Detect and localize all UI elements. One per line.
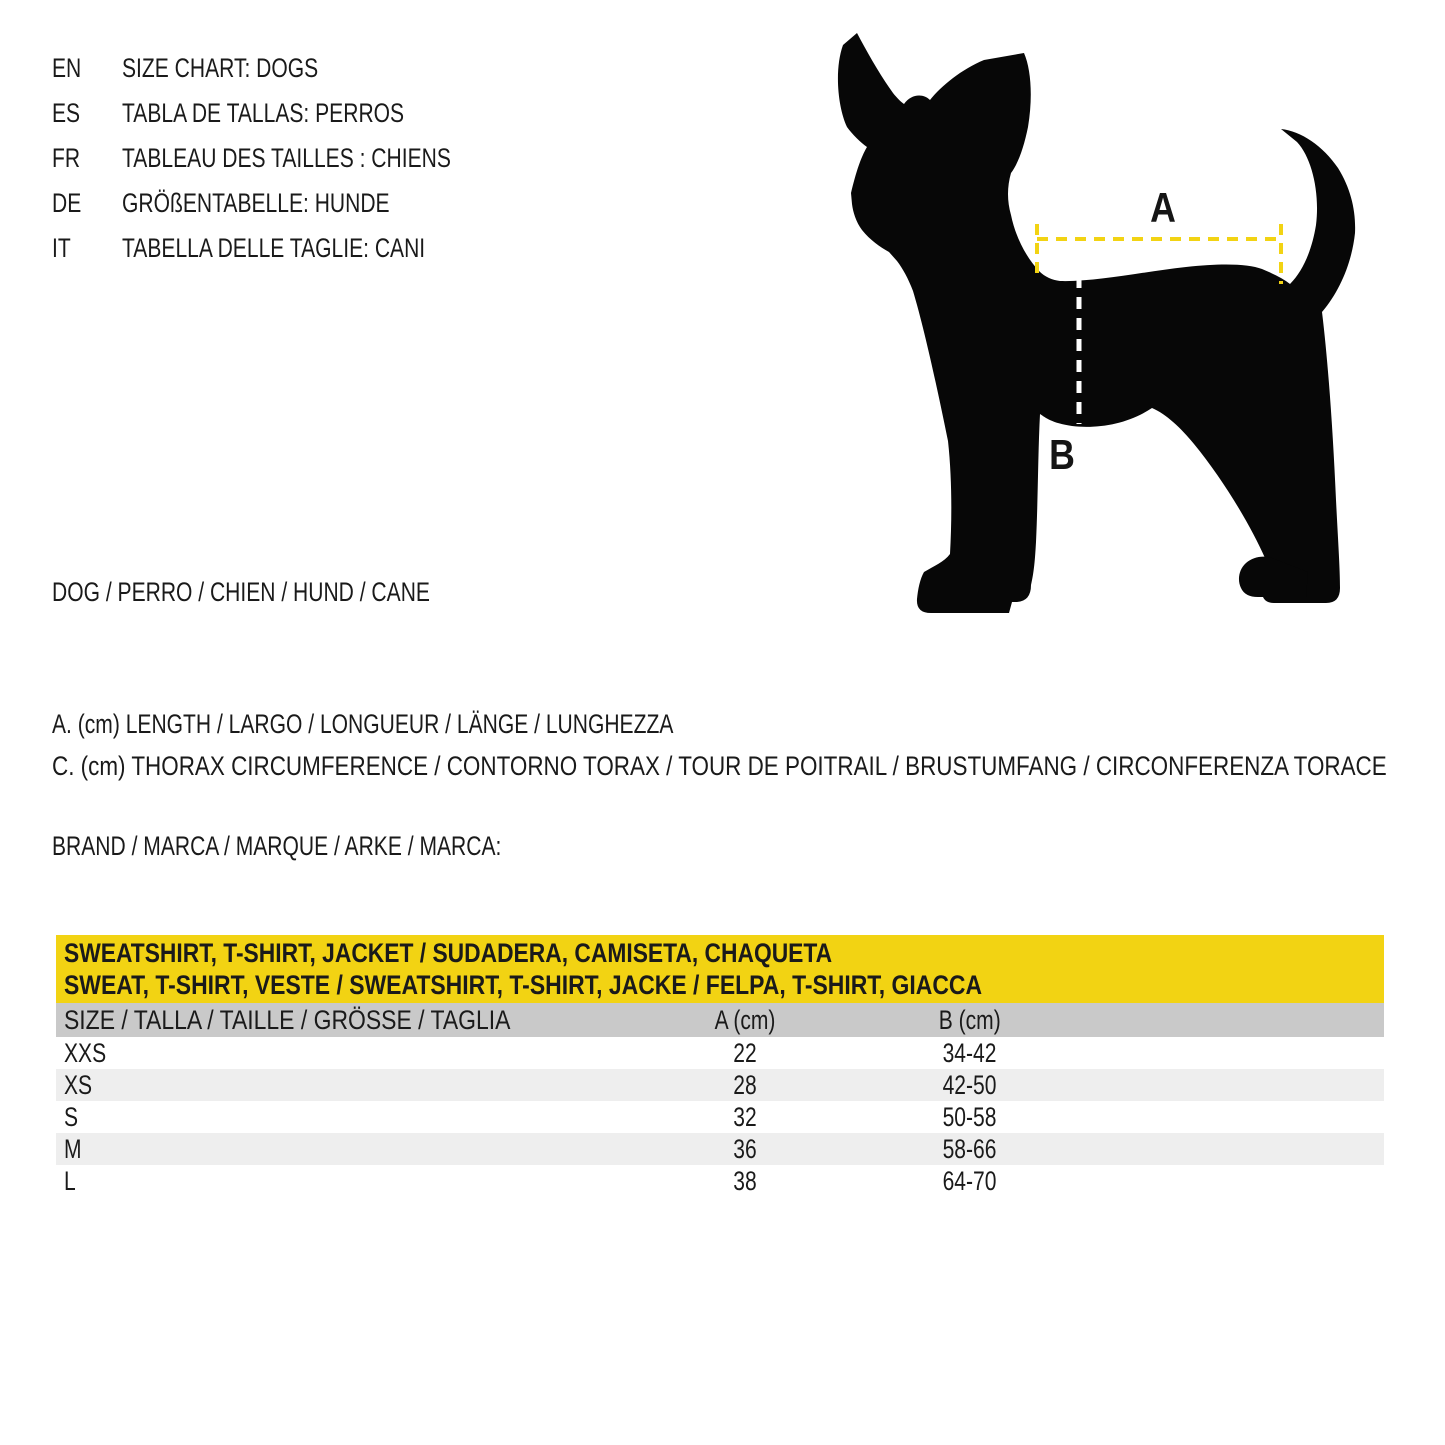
spacer-cell <box>1035 1133 1384 1165</box>
measure-a-text: A. (cm) LENGTH / LARGO / LONGUEUR / LÄNGE / LUNGHEZZA <box>52 708 674 739</box>
animal-label-text: DOG / PERRO / CHIEN / HUND / CANE <box>52 577 430 607</box>
table-row <box>56 1101 1384 1133</box>
a-value: 22 <box>733 1037 757 1068</box>
dog-measurement-diagram <box>800 0 1445 660</box>
size-value: L <box>64 1165 76 1196</box>
size-value: XS <box>64 1069 93 1100</box>
size-value: S <box>64 1101 79 1132</box>
language-title: SIZE CHART: DOGS <box>122 53 319 83</box>
brand-label-text: BRAND / MARCA / MARQUE / ARKE / MARCA: <box>52 831 502 861</box>
column-header-b-text: B (cm) <box>938 1004 1001 1035</box>
size-cell <box>56 1069 585 1101</box>
size-cell <box>56 1133 585 1165</box>
measure-a-description <box>52 703 1445 745</box>
measurement-label-a: A <box>1150 185 1176 232</box>
measurement-label-b: B <box>1049 432 1075 479</box>
language-code: ES <box>52 98 81 128</box>
language-title: GRÖßENTABELLE: HUNDE <box>122 188 390 218</box>
column-header-size <box>56 1003 585 1037</box>
language-title: TABELLA DELLE TAGLIE: CANI <box>122 233 426 263</box>
column-header-a-text: A (cm) <box>714 1004 776 1035</box>
language-row-en <box>52 46 544 91</box>
brand-label <box>52 831 628 862</box>
table-row <box>56 1069 1384 1101</box>
size-cell <box>56 1101 585 1133</box>
table-title-text2: SWEAT, T-SHIRT, VESTE / SWEATSHIRT, T-SHIRT, JACKE / FELPA, T-SHIRT, GIACCA <box>64 969 983 1000</box>
table-header-row <box>56 1003 1384 1037</box>
column-header-spacer <box>1035 1003 1384 1037</box>
b-value: 50-58 <box>943 1101 997 1132</box>
language-row-it <box>52 226 544 271</box>
measurement-descriptions <box>52 703 1445 787</box>
measure-c-text: C. (cm) THORAX CIRCUMFERENCE / CONTORNO TORAX / TOUR DE POITRAIL / BRUSTUMFANG / CIRCONFERENZA TORACE <box>52 750 1387 781</box>
b-cell <box>905 1133 1035 1165</box>
a-cell <box>585 1037 905 1069</box>
a-cell <box>585 1069 905 1101</box>
language-code: EN <box>52 53 82 83</box>
table-title-text1: SWEATSHIRT, T-SHIRT, JACKET / SUDADERA, CAMISETA, CHAQUETA <box>64 937 833 968</box>
b-cell <box>905 1037 1035 1069</box>
a-cell <box>585 1133 905 1165</box>
spacer-cell <box>1035 1165 1384 1197</box>
language-row-fr <box>52 136 544 181</box>
b-value: 64-70 <box>943 1165 997 1196</box>
language-code: FR <box>52 143 81 173</box>
size-value: XXS <box>64 1037 107 1068</box>
column-header-b <box>905 1003 1035 1037</box>
animal-label <box>52 577 537 608</box>
a-value: 38 <box>733 1165 757 1196</box>
a-value: 36 <box>733 1133 757 1164</box>
a-cell <box>585 1165 905 1197</box>
a-value: 32 <box>733 1101 757 1132</box>
table-title-cell <box>56 935 1384 1003</box>
size-cell <box>56 1037 585 1069</box>
size-value: M <box>64 1133 82 1164</box>
b-value: 58-66 <box>943 1133 997 1164</box>
language-legend <box>52 46 544 271</box>
table-row <box>56 1133 1384 1165</box>
dog-silhouette-graphic <box>838 33 1355 613</box>
spacer-cell <box>1035 1101 1384 1133</box>
language-row-de <box>52 181 544 226</box>
table-title-line1 <box>64 937 1384 969</box>
size-cell <box>56 1165 585 1197</box>
table-row <box>56 1037 1384 1069</box>
b-cell <box>905 1165 1035 1197</box>
b-cell <box>905 1069 1035 1101</box>
b-cell <box>905 1101 1035 1133</box>
language-title: TABLA DE TALLAS: PERROS <box>122 98 405 128</box>
table-row <box>56 1165 1384 1197</box>
spacer-cell <box>1035 1037 1384 1069</box>
table-title-row <box>56 935 1384 1003</box>
table-title-line2 <box>64 969 1384 1001</box>
a-value: 28 <box>733 1069 757 1100</box>
language-code: DE <box>52 188 82 218</box>
b-value: 34-42 <box>943 1037 997 1068</box>
b-value: 42-50 <box>943 1069 997 1100</box>
measure-c-description <box>52 745 1445 787</box>
language-title: TABLEAU DES TAILLES : CHIENS <box>122 143 451 173</box>
spacer-cell <box>1035 1069 1384 1101</box>
column-header-size-text: SIZE / TALLA / TAILLE / GRÖSSE / TAGLIA <box>64 1004 511 1035</box>
language-code: IT <box>52 233 71 263</box>
size-table <box>56 935 1384 1197</box>
language-row-es <box>52 91 544 136</box>
a-cell <box>585 1101 905 1133</box>
column-header-a <box>585 1003 905 1037</box>
